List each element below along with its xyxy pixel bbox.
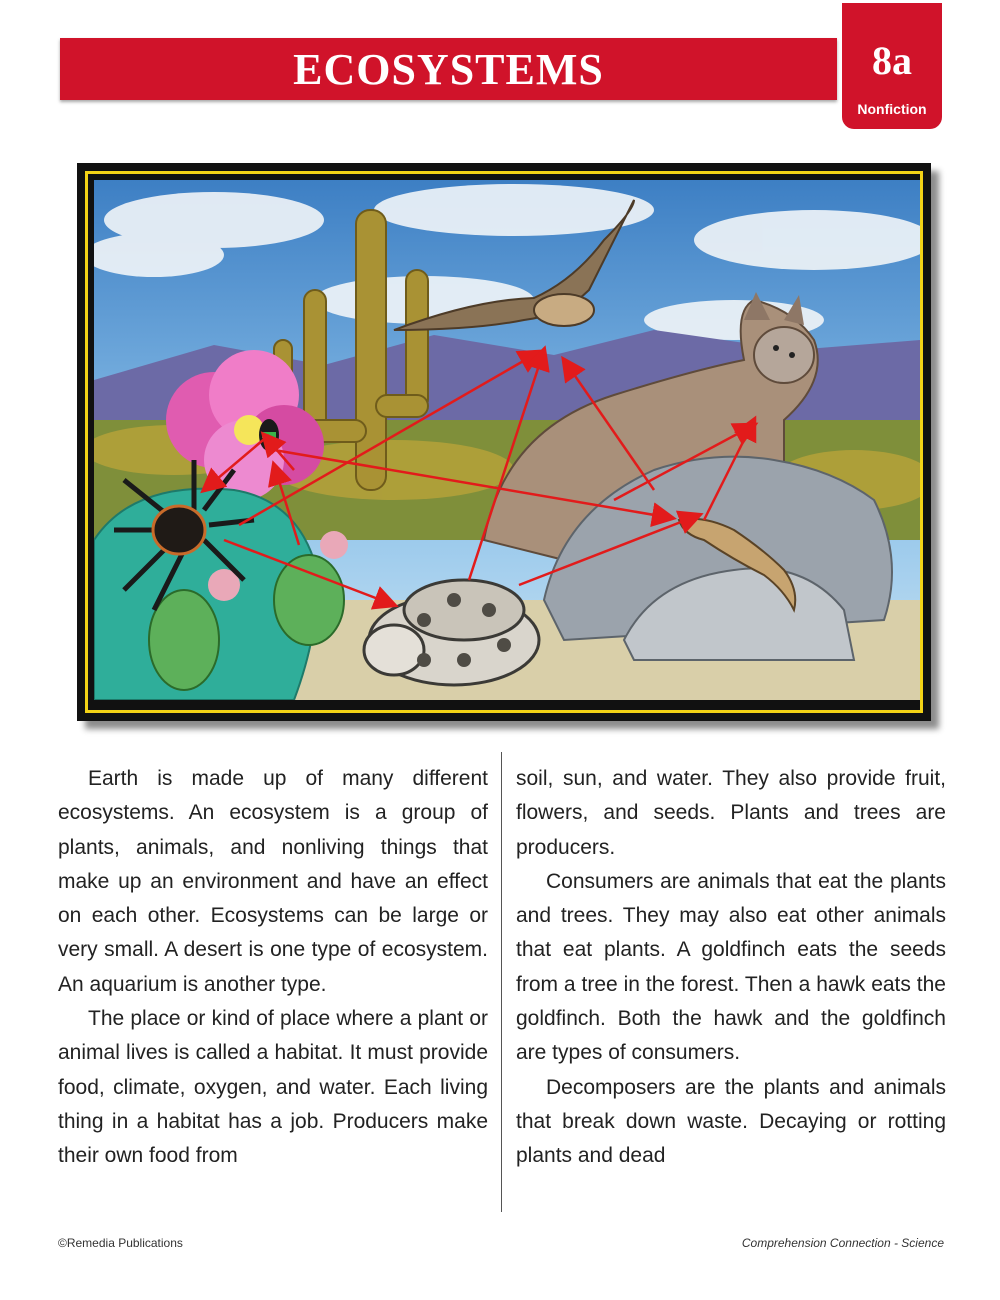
lesson-tab	[842, 3, 942, 129]
lesson-category: Nonfiction	[857, 101, 927, 117]
title-banner	[60, 38, 837, 100]
paragraph: Decomposers are the plants and animals that break down waste. Decaying or rotting plants and dead	[516, 1075, 946, 1168]
paragraph: Earth is made up of many different ecosystems. An ecosystem is a group of plants, animals, and nonliving things that make up an environment and have an effect on each other. Ecosystems can be large or very small. A desert is one type of ecosystem. An aquarium is another type.	[58, 767, 488, 996]
series-title: Comprehension Connection - Science	[741, 1236, 944, 1250]
text-column-left	[58, 762, 488, 1174]
illustration-frame	[77, 163, 931, 721]
publisher-credit: ©Remedia Publications	[58, 1236, 183, 1250]
paragraph: The place or kind of place where a plant or animal lives is called a habitat. It must provide food, climate, oxygen, and water. Each living thing in a habitat has a job. Producers make their own food from	[58, 1007, 488, 1168]
paragraph: Consumers are animals that eat the plants and trees. They may also eat other animals that eat plants. A goldfinch eats the seeds from a tree in the forest. Then a hawk eats the goldfinch. Both the hawk and the goldfinch are types of consumers.	[516, 869, 946, 1065]
lesson-number: 8a	[872, 38, 912, 83]
column-divider	[501, 752, 502, 1212]
page-title: ECOSYSTEMS	[293, 44, 604, 94]
food-web-illustration	[94, 180, 920, 700]
paragraph: soil, sun, and water. They also provide fruit, flowers, and seeds. Plants and trees are producers.	[516, 767, 946, 859]
text-column-right	[516, 762, 946, 1174]
